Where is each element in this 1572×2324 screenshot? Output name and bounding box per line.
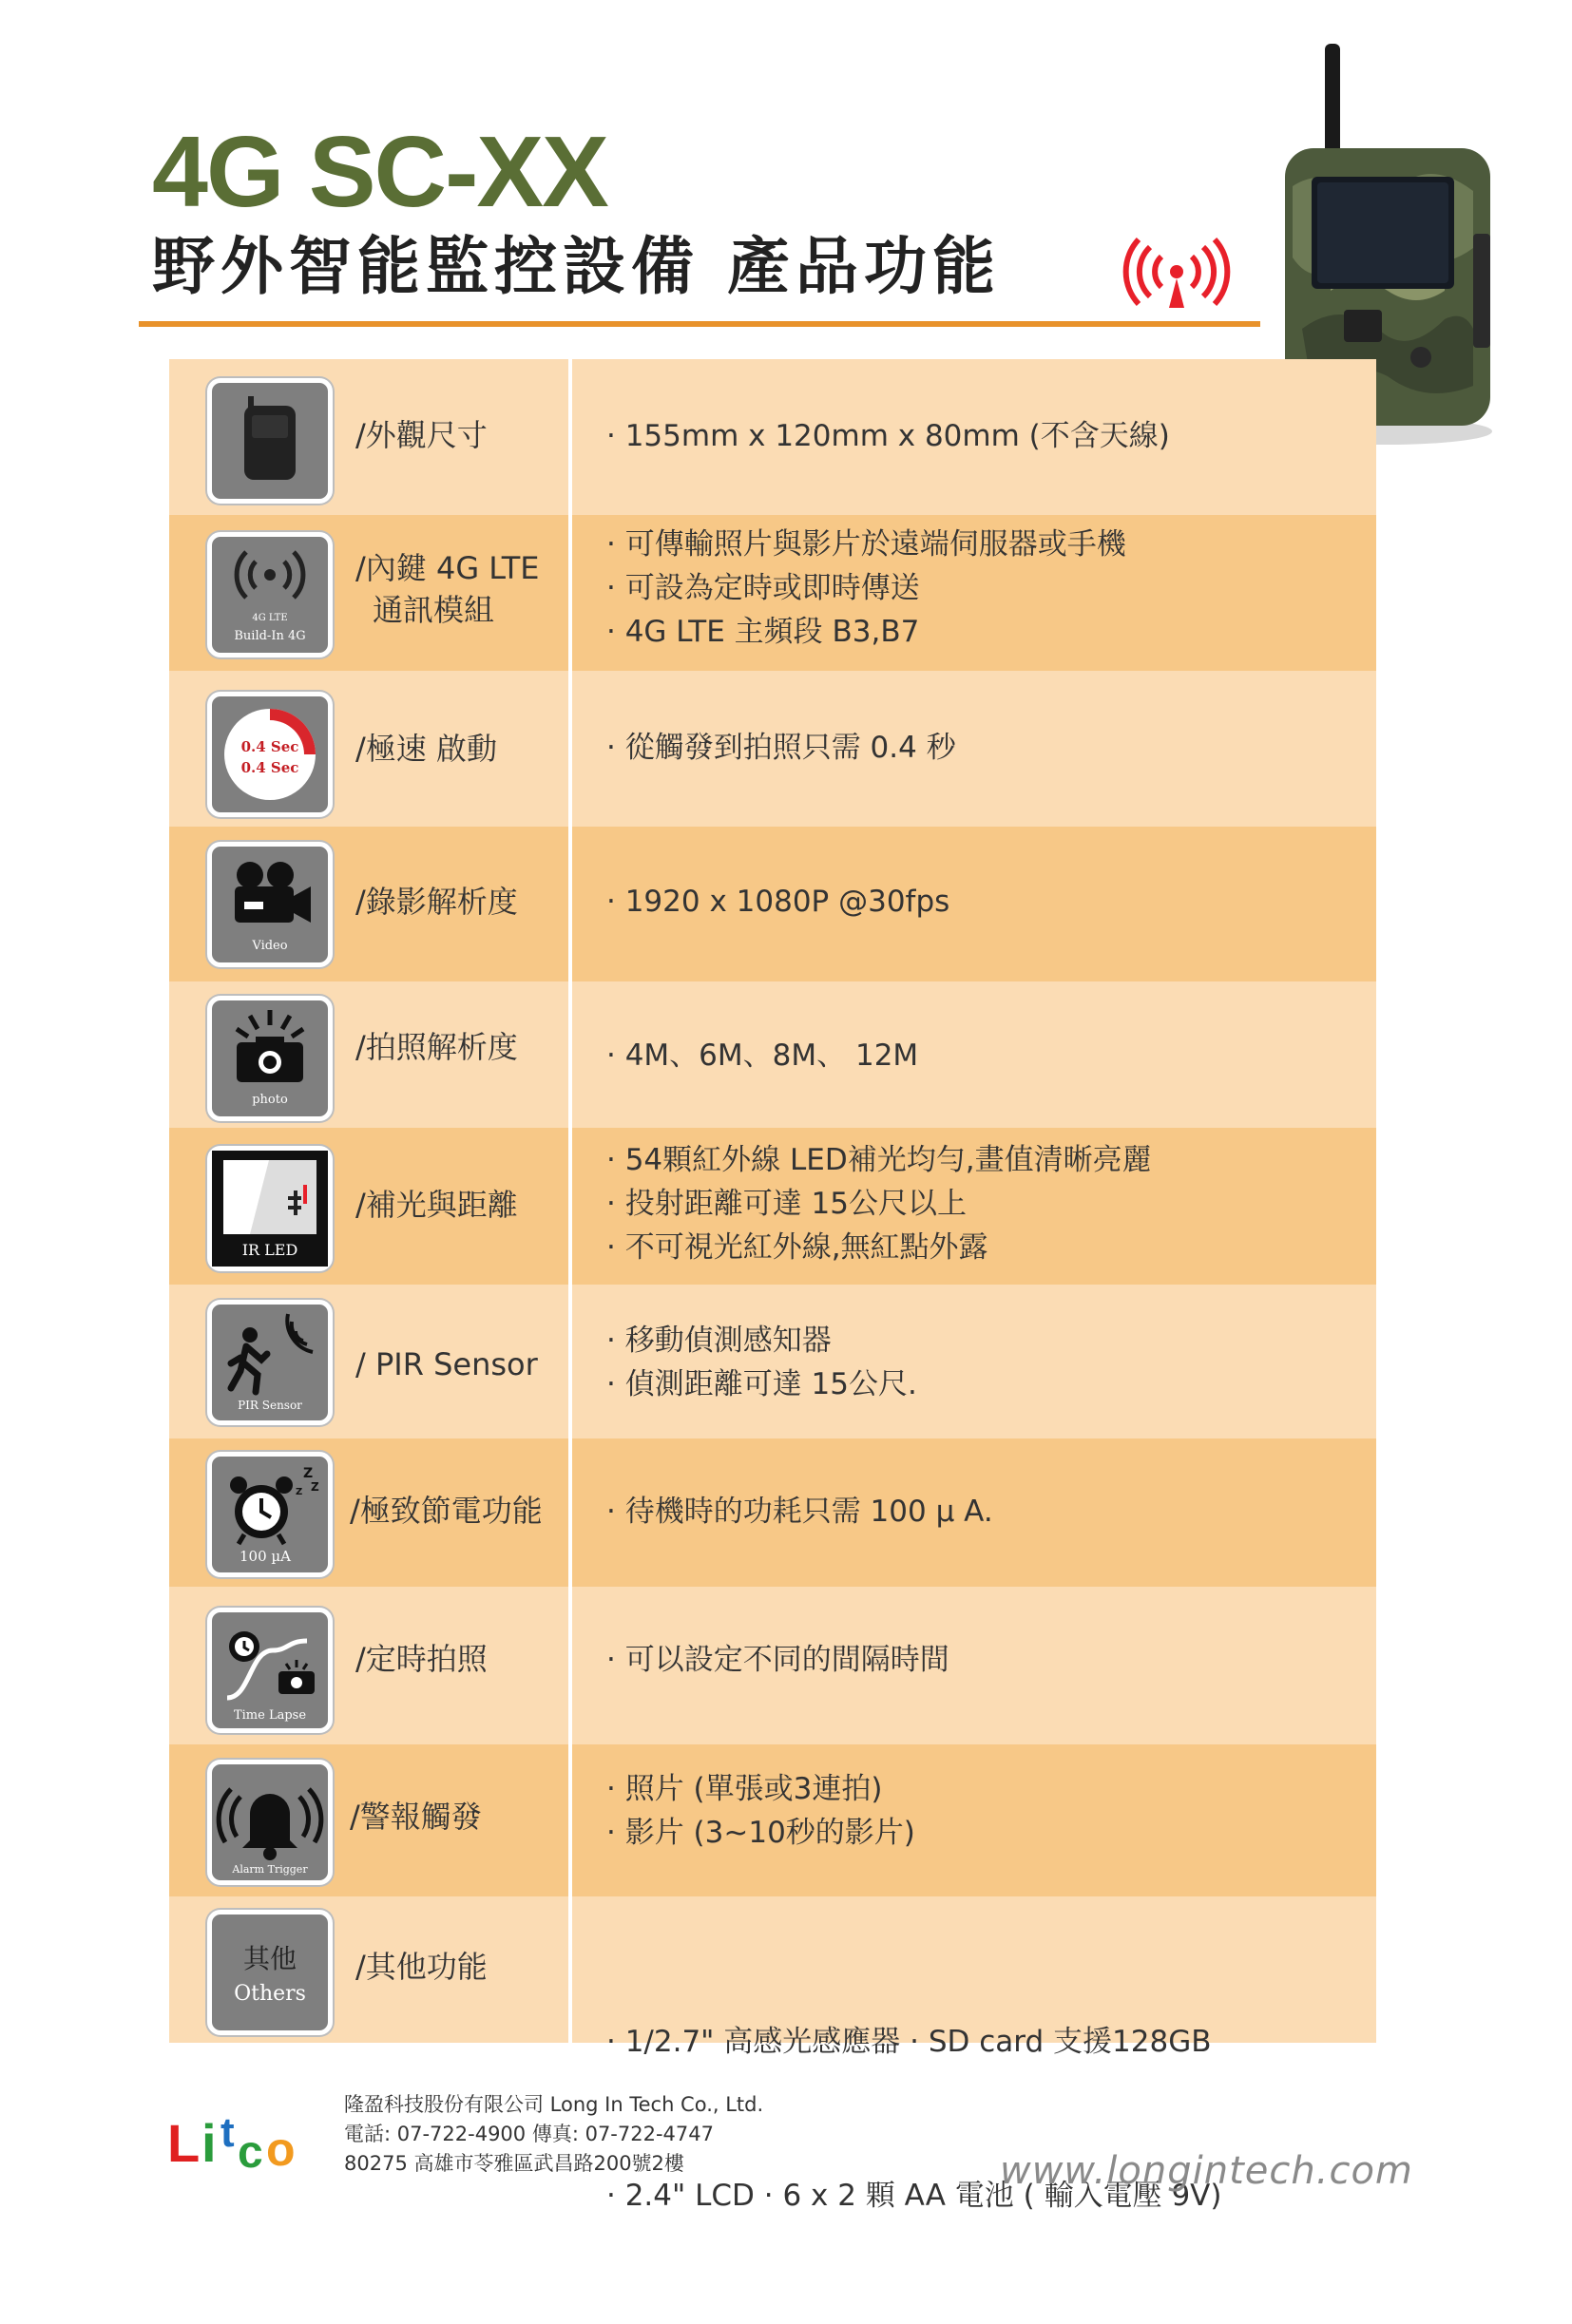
company-address: 80275 高雄市苓雅區武昌路200號2樓 <box>344 2152 684 2175</box>
svg-text:Alarm Trigger: Alarm Trigger <box>232 1863 308 1876</box>
stopwatch-icon <box>207 692 333 817</box>
svg-text:Others: Others <box>234 1982 306 2006</box>
svg-text:Build-In 4G: Build-In 4G <box>234 629 306 643</box>
alarm-trigger-icon <box>207 1760 333 1885</box>
feature-description: · 54顆紅外線 LED補光均勻,畫值清晰亮麗 · 投射距離可達 15公尺以上 · 不可視光紅外線,無紅點外露 <box>606 1143 1152 1265</box>
feature-name: /外觀尺寸 <box>355 417 488 453</box>
feature-description: · 4M、6M、8M、 12M <box>606 1038 919 1073</box>
others-icon <box>207 1910 333 2035</box>
svg-text:photo: photo <box>252 1093 288 1107</box>
product-title: 4G SC-XX <box>152 116 607 228</box>
svg-text:Z: Z <box>296 1487 303 1497</box>
video-icon <box>207 842 333 967</box>
svg-text:0.4 Sec: 0.4 Sec <box>240 759 299 776</box>
svg-text:L: L <box>167 2113 201 2173</box>
feature-description: · 從觸發到拍照只需 0.4 秒 <box>606 731 956 765</box>
pir-sensor-icon <box>207 1300 333 1425</box>
svg-text:i: i <box>201 2113 217 2173</box>
svg-text:o: o <box>266 2123 296 2176</box>
svg-text:Z: Z <box>303 1466 314 1481</box>
feature-name: /極致節電功能 <box>350 1493 543 1529</box>
feature-name: /警報觸發 <box>350 1799 482 1835</box>
feature-description: · 移動偵測感知器 · 偵測距離可達 15公尺. <box>606 1324 917 1401</box>
feature-name: /內鍵 4G LTE 通訊模組 <box>355 550 540 628</box>
svg-text:100 µA: 100 µA <box>240 1548 291 1565</box>
camera-silhouette-icon <box>207 378 333 504</box>
feature-description: · 155mm x 120mm x 80mm (不含天線) <box>606 419 1170 453</box>
feature-description: · 1/2.7" 高感光感應器 · SD card 支援128GB · 2.4" LCD · 6 x 2 顆 AA 電池 ( 輸入電壓 9V) <box>606 2025 1222 2213</box>
feature-description: · 待機時的功耗只需 100 µ A. <box>606 1495 993 1529</box>
feature-name: /定時拍照 <box>355 1641 488 1677</box>
feature-name: /拍照解析度 <box>355 1029 518 1065</box>
photo-icon <box>207 996 333 1121</box>
build-in-4g-icon <box>207 532 333 657</box>
feature-description: · 1920 x 1080P @30fps <box>606 885 950 919</box>
feature-description: · 可以設定不同的間隔時間 <box>606 1643 949 1677</box>
company-name: 隆盈科技股份有限公司 Long In Tech Co., Ltd. <box>344 2093 764 2116</box>
feature-name: /其他功能 <box>355 1949 488 1985</box>
title-underline <box>139 321 1260 327</box>
svg-text:PIR Sensor: PIR Sensor <box>238 1399 302 1412</box>
svg-text:IR LED: IR LED <box>241 1241 298 1259</box>
litco-logo <box>167 2105 310 2178</box>
svg-text:t: t <box>220 2109 235 2156</box>
time-lapse-icon <box>207 1608 333 1733</box>
svg-text:c: c <box>238 2127 263 2178</box>
company-info <box>344 2090 763 2179</box>
company-phone: 電話: 07-722-4900 傳真: 07-722-4747 <box>344 2123 714 2145</box>
ir-led-icon <box>207 1146 333 1271</box>
svg-text:Time Lapse: Time Lapse <box>233 1708 307 1723</box>
product-subtitle: 野外智能監控設備 產品功能 <box>152 230 1001 303</box>
signal-icon <box>1129 238 1224 312</box>
svg-text:0.4 Sec: 0.4 Sec <box>240 738 299 755</box>
feature-description: · 照片 (單張或3連拍) · 影片 (3~10秒的影片) <box>606 1772 915 1850</box>
alarm-clock-icon <box>207 1452 333 1577</box>
website-link[interactable]: www.longintech.com <box>1000 2149 1413 2193</box>
svg-text:Z: Z <box>311 1480 319 1494</box>
feature-name: /錄影解析度 <box>355 884 518 920</box>
svg-text:其他: 其他 <box>242 1943 297 1974</box>
svg-text:4G LTE: 4G LTE <box>252 613 288 623</box>
feature-name: /補光與距離 <box>355 1187 518 1223</box>
feature-description: · 可傳輸照片與影片於遠端伺服器或手機 · 可設為定時或即時傳送 · 4G LTE 主頻段 B3,B7 <box>606 527 1126 649</box>
feature-name: / PIR Sensor <box>355 1346 538 1382</box>
feature-name: /極速 啟動 <box>355 731 497 767</box>
column-divider <box>568 359 572 2043</box>
svg-text:Video: Video <box>252 939 288 953</box>
